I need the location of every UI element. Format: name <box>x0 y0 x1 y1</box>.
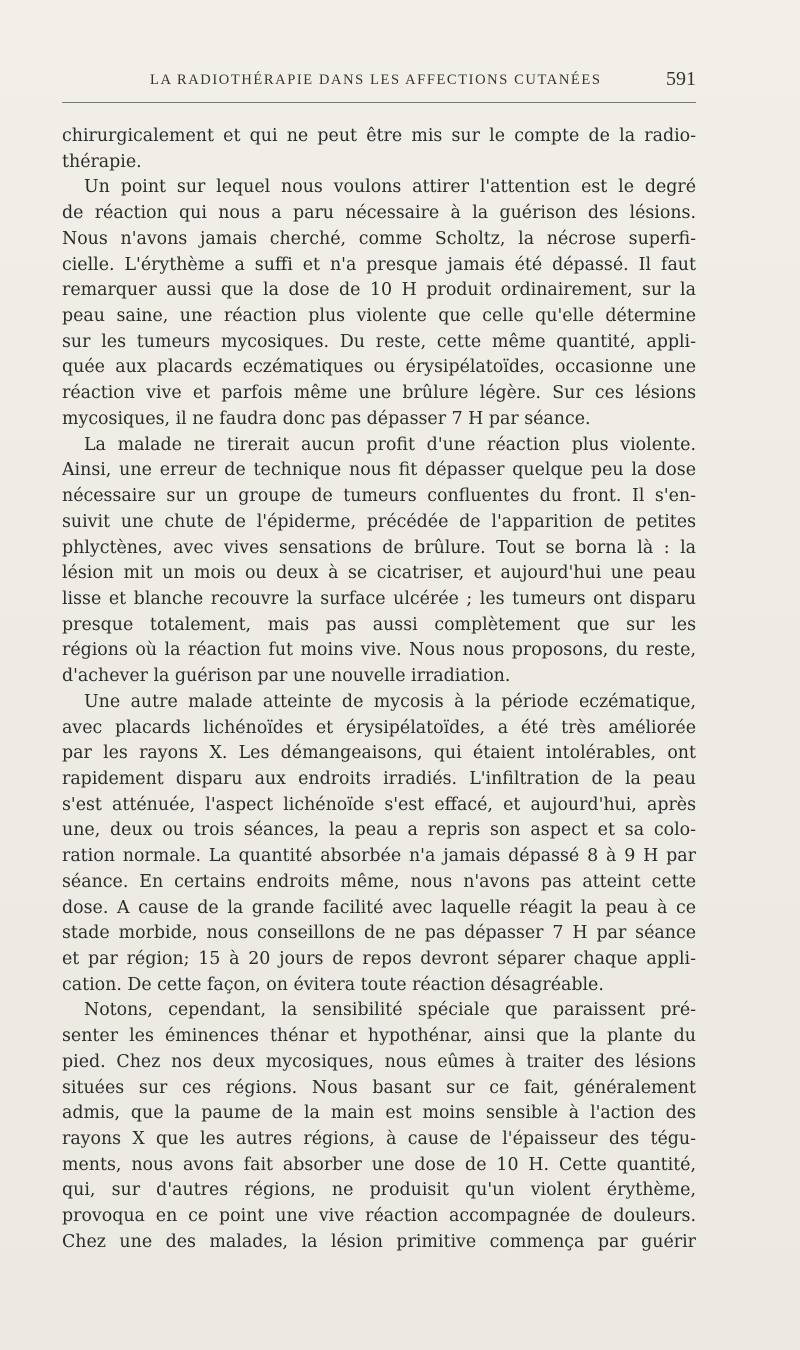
text-line: Notons, cependant, la sensibilité spéciale que paraissent pré- <box>84 1000 696 1021</box>
text-line: nécessaire sur un groupe de tumeurs confluentes du front. Il s'en- <box>62 486 696 507</box>
text-line: régions où la réaction fut moins vive. Nous nous proposons, du reste, <box>62 640 696 661</box>
text-line: situées sur ces régions. Nous basant sur ce fait, généralement <box>62 1077 696 1098</box>
text-line: Ainsi, une erreur de technique nous fit dépasser quelque peu la dose <box>62 460 696 481</box>
body-text <box>62 124 696 1256</box>
text-line: ration normale. La quantité absorbée n'a jamais dépassé 8 à 9 H par <box>62 846 696 867</box>
text-line: une, deux ou trois séances, la peau a repris son aspect et sa colo- <box>62 820 696 841</box>
text-line: chirurgicalement et qui ne peut être mis sur le compte de la radio- <box>62 126 696 146</box>
text-line: cation. De cette façon, on évitera toute réaction désagréable. <box>62 974 604 995</box>
text-line: presque totalement, mais pas aussi complètement que sur les <box>62 614 696 635</box>
text-line: ments, nous avons fait absorber une dose de 10 H. Cette quantité, <box>62 1154 696 1175</box>
text-line: d'achever la guérison par une nouvelle irradiation. <box>62 666 511 687</box>
text-line: senter les éminences thénar et hypothénar, ainsi que la plante du <box>62 1026 696 1047</box>
text-line: Nous n'avons jamais cherché, comme Scholtz, la nécrose superfi- <box>62 228 696 249</box>
text-line: thérapie. <box>62 151 142 172</box>
text-line: admis, que la paume de la main est moins sensible à l'action des <box>62 1103 696 1124</box>
text-line: Un point sur lequel nous voulons attirer l'attention est le degré <box>84 177 696 198</box>
text-line: La malade ne tirerait aucun profit d'une réaction plus violente. <box>84 434 696 455</box>
text-line: lisse et blanche recouvre la surface ulcérée ; les tumeurs ont disparu <box>62 588 696 609</box>
text-line: avec placards lichénoïdes et érysipélatoïdes, a été très améliorée <box>62 717 696 738</box>
text-line: phlyctènes, avec vives sensations de brûlure. Tout se borna là : la <box>62 537 696 558</box>
text-line: peau saine, une réaction plus violente que celle qu'elle détermine <box>62 306 696 327</box>
text-line: remarquer aussi que la dose de 10 H produit ordinairement, sur la <box>62 280 696 301</box>
text-line: pied. Chez nos deux mycosiques, nous eûmes à traiter des lésions <box>62 1051 696 1072</box>
text-line: Une autre malade atteinte de mycosis à la période eczématique, <box>84 691 696 712</box>
text-line: quée aux placards eczématiques ou érysipélatoïdes, occasionne une <box>62 357 696 378</box>
text-line: Chez une des malades, la lésion primitive commença par guérir <box>62 1231 696 1252</box>
text-line: par les rayons X. Les démangeaisons, qui étaient intolérables, ont <box>62 743 696 764</box>
text-line: mycosiques, il ne faudra donc pas dépasser 7 H par séance. <box>62 408 591 429</box>
page-number: 591 <box>666 68 696 90</box>
running-title: LA RADIOTHÉRAPIE DANS LES AFFECTIONS CUTANÉES <box>150 72 602 88</box>
text-line: suivit une chute de l'épiderme, précédée de l'apparition de petites <box>62 511 696 532</box>
text-line: s'est atténuée, l'aspect lichénoïde s'est effacé, et aujourd'hui, après <box>62 794 696 815</box>
text-line: séance. En certains endroits même, nous n'avons pas atteint cette <box>62 871 696 892</box>
text-line: stade morbide, nous conseillons de ne pas dépasser 7 H par séance <box>62 923 696 944</box>
header-rule <box>62 102 696 103</box>
text-line: rayons X que les autres régions, à cause de l'épaisseur des tégu- <box>62 1129 696 1150</box>
text-line: provoqua en ce point une vive réaction accompagnée de douleurs. <box>62 1206 696 1227</box>
text-line: de réaction qui nous a paru nécessaire à la guérison des lésions. <box>62 203 696 224</box>
running-header <box>62 68 698 94</box>
text-line: lésion mit un mois ou deux à se cicatriser, et aujourd'hui une peau <box>62 563 696 584</box>
text-line: qui, sur d'autres régions, ne produisit qu'un violent érythème, <box>62 1180 696 1201</box>
text-line: et par région; 15 à 20 jours de repos devront séparer chaque appli- <box>62 949 696 969</box>
text-line: réaction vive et parfois même une brûlure légère. Sur ces lésions <box>62 383 696 404</box>
text-line: dose. A cause de la grande facilité avec laquelle réagit la peau à ce <box>62 897 696 918</box>
text-line: sur les tumeurs mycosiques. Du reste, cette même quantité, appli- <box>62 331 696 352</box>
text-line: cielle. L'érythème a suffi et n'a presque jamais été dépassé. Il faut <box>62 254 696 275</box>
text-line: rapidement disparu aux endroits irradiés. L'infiltration de la peau <box>62 768 696 789</box>
